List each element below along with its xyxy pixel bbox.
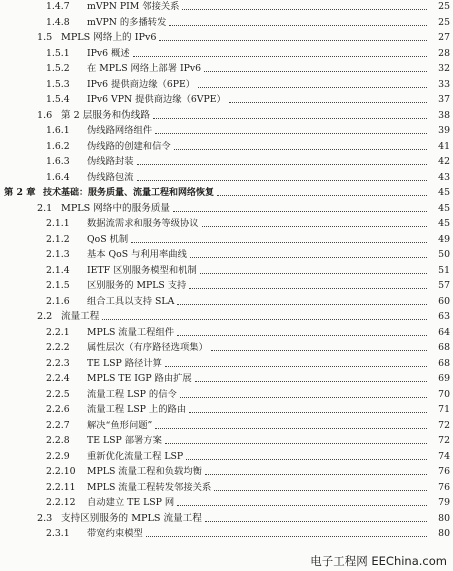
toc-entry-title: IPv6 概述 <box>87 47 130 59</box>
dot-leader <box>182 9 427 10</box>
toc-entry-page: 51 <box>438 264 450 276</box>
dot-leader <box>165 366 427 367</box>
toc-entry-number: 2.2.2 <box>46 342 70 353</box>
toc-entry <box>0 171 453 184</box>
dot-leader <box>173 211 427 212</box>
toc-entry-number: 2.1.6 <box>46 295 70 307</box>
toc-entry <box>0 155 453 168</box>
toc-entry-page: 70 <box>438 388 450 400</box>
toc-entry-number: 1.5.3 <box>46 78 70 90</box>
dot-leader <box>155 133 427 134</box>
toc-entry <box>0 0 453 13</box>
dot-leader <box>146 536 427 537</box>
dot-leader <box>137 180 428 181</box>
toc-entry-title: 伪线路包流 <box>87 171 134 183</box>
toc-entry-number: 第 2 章 <box>4 187 36 198</box>
toc-entry-page: 45 <box>438 218 450 229</box>
toc-entry-title: 支持区别服务的 MPLS 流量工程 <box>61 512 202 524</box>
toc-entry-title: 解决“鱼形问题” <box>87 419 153 431</box>
toc-entry-page: 32 <box>438 63 450 74</box>
toc-entry-title: 技术基础：服务质量、流量工程和网络恢复 <box>43 188 215 198</box>
toc-entry-page: 57 <box>438 280 450 291</box>
toc-entry <box>0 186 453 199</box>
dot-leader <box>177 304 427 305</box>
toc-entry <box>0 326 453 339</box>
toc-entry-page: 71 <box>438 404 450 415</box>
toc-entry-page: 80 <box>438 528 450 539</box>
toc-entry-page: 76 <box>438 466 450 477</box>
toc-entry <box>0 388 453 401</box>
dot-leader <box>189 412 427 413</box>
toc-entry-page: 49 <box>438 233 450 245</box>
toc-entry-page: 27 <box>438 32 450 43</box>
toc-entry-title: MPLS 流量工程转发邻接关系 <box>87 481 212 493</box>
toc-entry <box>0 403 453 416</box>
dot-leader <box>229 102 427 103</box>
dot-leader <box>137 164 428 165</box>
toc-entry-number: 2.2.11 <box>46 481 76 493</box>
toc-entry-title: MPLS 网络中的服务质量 <box>61 202 171 214</box>
toc-entry-number: 1.4.7 <box>46 1 70 12</box>
toc-entry-title: 流量工程 LSP 上的路由 <box>87 404 187 415</box>
toc-entry-page: 33 <box>438 78 450 90</box>
toc-entry <box>0 217 453 230</box>
toc-entry-page: 80 <box>438 512 450 524</box>
toc-entry <box>0 434 453 447</box>
toc-entry-number: 2.3 <box>37 512 53 524</box>
toc-entry-page: 37 <box>438 94 450 105</box>
toc-entry <box>0 419 453 432</box>
toc-entry-number: 2.1.5 <box>46 280 70 291</box>
toc-entry-number: 2.2.12 <box>46 497 76 508</box>
toc-entry <box>0 512 453 525</box>
toc-entry <box>0 264 453 277</box>
toc-entry-page: 42 <box>438 156 450 167</box>
toc-entry-page: 64 <box>438 326 450 338</box>
dot-leader <box>133 56 427 57</box>
toc-entry-page: 50 <box>438 249 450 260</box>
toc-entry-number: 2.1.2 <box>46 233 70 245</box>
toc-entry-page: 72 <box>438 435 450 446</box>
toc-entry-page: 60 <box>438 295 450 307</box>
toc-entry <box>0 496 453 509</box>
dot-leader <box>204 71 427 72</box>
dot-leader <box>186 459 427 460</box>
dot-leader <box>165 443 427 444</box>
toc-entry-title: 第 2 层服务和伪线路 <box>61 109 150 121</box>
toc-entry <box>0 527 453 540</box>
toc-entry-title: 在 MPLS 网络上部署 IPv6 <box>87 63 202 74</box>
toc-entry-page: 39 <box>438 125 450 136</box>
toc-entry-number: 2.2.6 <box>46 404 70 415</box>
toc-entry-title: 基本 QoS 与利用率曲线 <box>87 249 187 260</box>
dot-leader <box>214 490 427 491</box>
dot-leader <box>198 87 427 88</box>
toc-entry-page: 25 <box>438 1 450 12</box>
dot-leader <box>169 25 427 26</box>
dot-leader <box>155 428 427 429</box>
toc-entry-title: 数据流需求和服务等级协议 <box>87 218 199 229</box>
toc-entry-title: IPv6 VPN 提供商边缘（6VPE） <box>87 94 226 105</box>
toc-entry-page: 68 <box>438 342 450 353</box>
toc-entry-title: MPLS 流量工程组件 <box>87 326 175 338</box>
toc-entry <box>0 31 453 44</box>
toc-entry-title: 组合工具以支持 SLA <box>87 295 175 307</box>
toc-entry-number: 2.2.9 <box>46 450 70 462</box>
toc-entry-page: 74 <box>438 450 450 462</box>
toc-entry-page: 41 <box>438 140 450 152</box>
toc-entry-title: MPLS 流量工程和负载均衡 <box>87 466 202 477</box>
toc-entry-number: 1.5 <box>37 32 53 43</box>
toc-entry-number: 1.5.1 <box>46 47 70 59</box>
toc-entry-number: 1.6.4 <box>46 171 70 183</box>
toc-entry <box>0 202 453 215</box>
toc-entry-title: 自动建立 TE LSP 网 <box>87 497 175 508</box>
toc-entry-title: 流量工程 <box>61 311 100 322</box>
toc-entry-page: 45 <box>438 187 450 198</box>
toc-entry-number: 2.2.10 <box>46 466 76 477</box>
toc-entry-title: 流量工程 LSP 的信令 <box>87 388 177 400</box>
toc-entry <box>0 109 453 122</box>
toc-entry <box>0 357 453 370</box>
toc-entry <box>0 248 453 261</box>
toc-entry-number: 2.2 <box>37 311 53 322</box>
toc-entry-number: 1.6 <box>37 109 53 121</box>
toc-entry-title: 伪线路的创建和信令 <box>87 140 171 152</box>
dot-leader <box>205 521 427 522</box>
toc-entry-number: 2.3.1 <box>46 528 70 539</box>
toc-entry-title: 重新优化流量工程 LSP <box>87 450 184 462</box>
toc-entry-page: 72 <box>438 419 450 431</box>
toc-entry <box>0 465 453 478</box>
toc-entry <box>0 450 453 463</box>
dot-leader <box>131 242 427 243</box>
toc-entry-number: 1.6.1 <box>46 125 70 136</box>
toc-entry-number: 1.6.2 <box>46 140 70 152</box>
dot-leader <box>177 335 427 336</box>
toc-entry-number: 2.2.3 <box>46 357 70 369</box>
dot-leader <box>102 319 427 320</box>
toc-entry-title: mVPN 的多播转发 <box>87 16 167 28</box>
toc-entry <box>0 16 453 29</box>
toc-entry <box>0 78 453 91</box>
toc-entry-number: 2.2.4 <box>46 373 70 384</box>
toc-entry-title: 伪线路网络组件 <box>87 125 153 136</box>
dot-leader <box>177 505 427 506</box>
toc-entry-title: 区别服务的 MPLS 支持 <box>87 280 187 291</box>
toc-entry-number: 2.2.1 <box>46 326 70 338</box>
toc-entry <box>0 341 453 354</box>
toc-entry-page: 69 <box>438 373 450 384</box>
toc-entry <box>0 47 453 60</box>
dot-leader <box>202 226 427 227</box>
toc-entry-title: MPLS 网络上的 IPv6 <box>61 32 157 43</box>
dot-leader <box>205 474 427 475</box>
toc-entry-number: 2.2.8 <box>46 435 70 446</box>
toc-entry-page: 38 <box>438 109 450 121</box>
dot-leader <box>180 397 427 398</box>
toc-entry-page: 76 <box>438 481 450 493</box>
dot-leader <box>200 273 427 274</box>
dot-leader <box>153 118 427 119</box>
toc-entry-page: 28 <box>438 47 450 59</box>
toc-entry <box>0 233 453 246</box>
toc-entry-title: IETF 区别服务模型和机制 <box>87 264 197 276</box>
toc-entry-page: 25 <box>438 16 450 28</box>
toc-entry <box>0 279 453 292</box>
toc-entry <box>0 93 453 106</box>
toc-entry <box>0 372 453 385</box>
toc-entry-title: 属性层次（有序路径选项集） <box>87 342 208 353</box>
toc-entry-number: 2.2.5 <box>46 388 70 400</box>
dot-leader <box>159 40 427 41</box>
toc-entry-title: IPv6 提供商边缘（6PE） <box>87 78 196 90</box>
toc-entry-number: 2.1.1 <box>46 218 70 229</box>
toc-entry-title: mVPN PIM 邻接关系 <box>87 1 180 12</box>
toc-entry-title: MPLS TE IGP 路由扩展 <box>87 373 192 384</box>
toc-entry-title: QoS 机制 <box>87 233 129 245</box>
dot-leader <box>195 381 427 382</box>
toc-entry <box>0 62 453 75</box>
toc-entry <box>0 124 453 137</box>
toc-entry-number: 2.1 <box>37 202 53 214</box>
toc-entry-number: 2.1.3 <box>46 249 70 260</box>
toc-entry <box>0 481 453 494</box>
toc-entry-number: 1.4.8 <box>46 16 70 28</box>
toc-entry-page: 63 <box>438 311 450 322</box>
toc-entry-page: 43 <box>438 171 450 183</box>
toc-entry-number: 2.2.7 <box>46 419 70 431</box>
toc-entry-title: TE LSP 部署方案 <box>87 435 162 446</box>
dot-leader <box>174 149 427 150</box>
dot-leader <box>217 195 427 196</box>
watermark: 电子工程网 EEChina.com <box>310 554 447 568</box>
toc-entry-page: 79 <box>438 497 450 508</box>
toc-entry-number: 2.1.4 <box>46 264 70 276</box>
toc-entry-title: TE LSP 路径计算 <box>87 357 162 369</box>
toc-entry-number: 1.5.2 <box>46 63 70 74</box>
toc-entry <box>0 310 453 323</box>
dot-leader <box>211 350 427 351</box>
toc-entry-title: 带宽约束模型 <box>87 528 143 539</box>
dot-leader <box>190 257 427 258</box>
toc-entry-page: 68 <box>438 357 450 369</box>
toc-entry-number: 1.6.3 <box>46 156 70 167</box>
toc-entry <box>0 295 453 308</box>
toc-entry-title: 伪线路封装 <box>87 156 134 167</box>
toc-entry-page: 45 <box>438 202 450 214</box>
toc-entry <box>0 140 453 153</box>
toc-entry-number: 1.5.4 <box>46 94 70 105</box>
dot-leader <box>189 288 427 289</box>
